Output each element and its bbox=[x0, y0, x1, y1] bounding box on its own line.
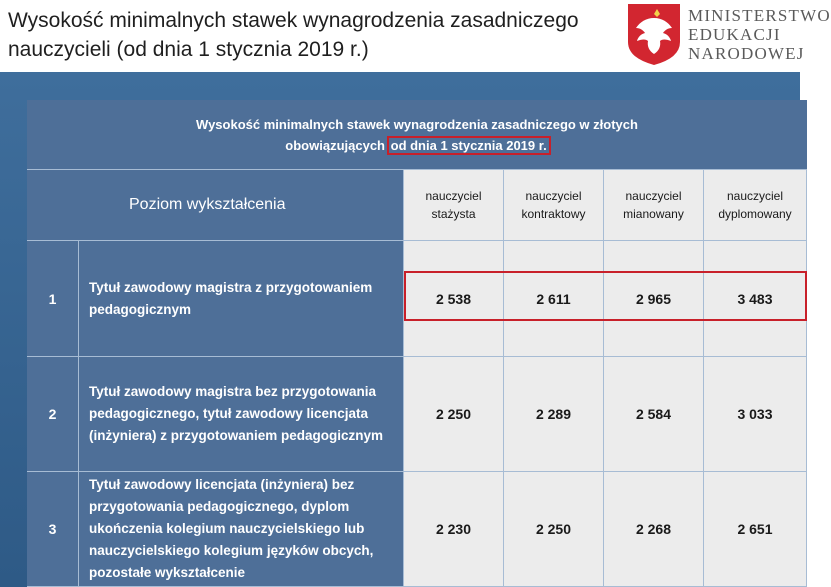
col-header-kontraktowy: nauczyciel kontraktowy bbox=[504, 170, 604, 241]
salary-table bbox=[27, 100, 807, 587]
logo-line-2: EDUKACJI bbox=[688, 25, 781, 44]
logo-line-1: MINISTERSTWO bbox=[688, 6, 831, 25]
caption-date-highlight: od dnia 1 stycznia 2019 r. bbox=[390, 138, 547, 153]
logo-line-3: NARODOWEJ bbox=[688, 44, 805, 63]
salary-value: 2 584 bbox=[604, 357, 704, 472]
salary-value: 2 538 bbox=[404, 241, 504, 357]
row-description: Tytuł zawodowy licencjata (inżyniera) bez przygotowania pedagogicznego, dyplom ukończenia kolegium nauczycielskiego lub nauczycielskiego kolegium języków obcych, pozostałe wykształcenie bbox=[79, 472, 404, 587]
eagle-emblem-icon bbox=[626, 2, 682, 66]
slide-title: Wysokość minimalnych stawek wynagrodzenia zasadniczego nauczycieli (od dnia 1 stycznia 2019 r.) bbox=[8, 9, 579, 61]
ministry-name bbox=[688, 6, 831, 63]
salary-value: 2 230 bbox=[404, 472, 504, 587]
caption-prefix: obowiązujących bbox=[285, 138, 385, 153]
col-header-stazysta: nauczyciel stażysta bbox=[404, 170, 504, 241]
row-description: Tytuł zawodowy magistra bez przygotowania pedagogicznego, tytuł zawodowy licencjata (inżyniera) z przygotowaniem pedagogicznym bbox=[79, 357, 404, 472]
salary-value: 2 611 bbox=[504, 241, 604, 357]
row-number: 1 bbox=[27, 241, 79, 357]
salary-value: 2 965 bbox=[604, 241, 704, 357]
row-description: Tytuł zawodowy magistra z przygotowaniem pedagogicznym bbox=[79, 241, 404, 357]
salary-value: 2 651 bbox=[704, 472, 807, 587]
col-header-dyplomowany: nauczyciel dyplomowany bbox=[704, 170, 807, 241]
salary-value: 2 250 bbox=[504, 472, 604, 587]
row-number: 2 bbox=[27, 357, 79, 472]
salary-value: 3 033 bbox=[704, 357, 807, 472]
slide-header bbox=[0, 0, 831, 72]
caption-line-2 bbox=[27, 135, 807, 156]
salary-value: 2 289 bbox=[504, 357, 604, 472]
salary-value: 2 250 bbox=[404, 357, 504, 472]
salary-value: 3 483 bbox=[704, 241, 807, 357]
table-caption bbox=[27, 100, 807, 170]
ministry-logo bbox=[622, 2, 831, 68]
row-number: 3 bbox=[27, 472, 79, 587]
col-header-mianowany: nauczyciel mianowany bbox=[604, 170, 704, 241]
salary-value: 2 268 bbox=[604, 472, 704, 587]
caption-line-1: Wysokość minimalnych stawek wynagrodzenia zasadniczego w złotych bbox=[196, 117, 638, 132]
level-header: Poziom wykształcenia bbox=[27, 170, 404, 241]
